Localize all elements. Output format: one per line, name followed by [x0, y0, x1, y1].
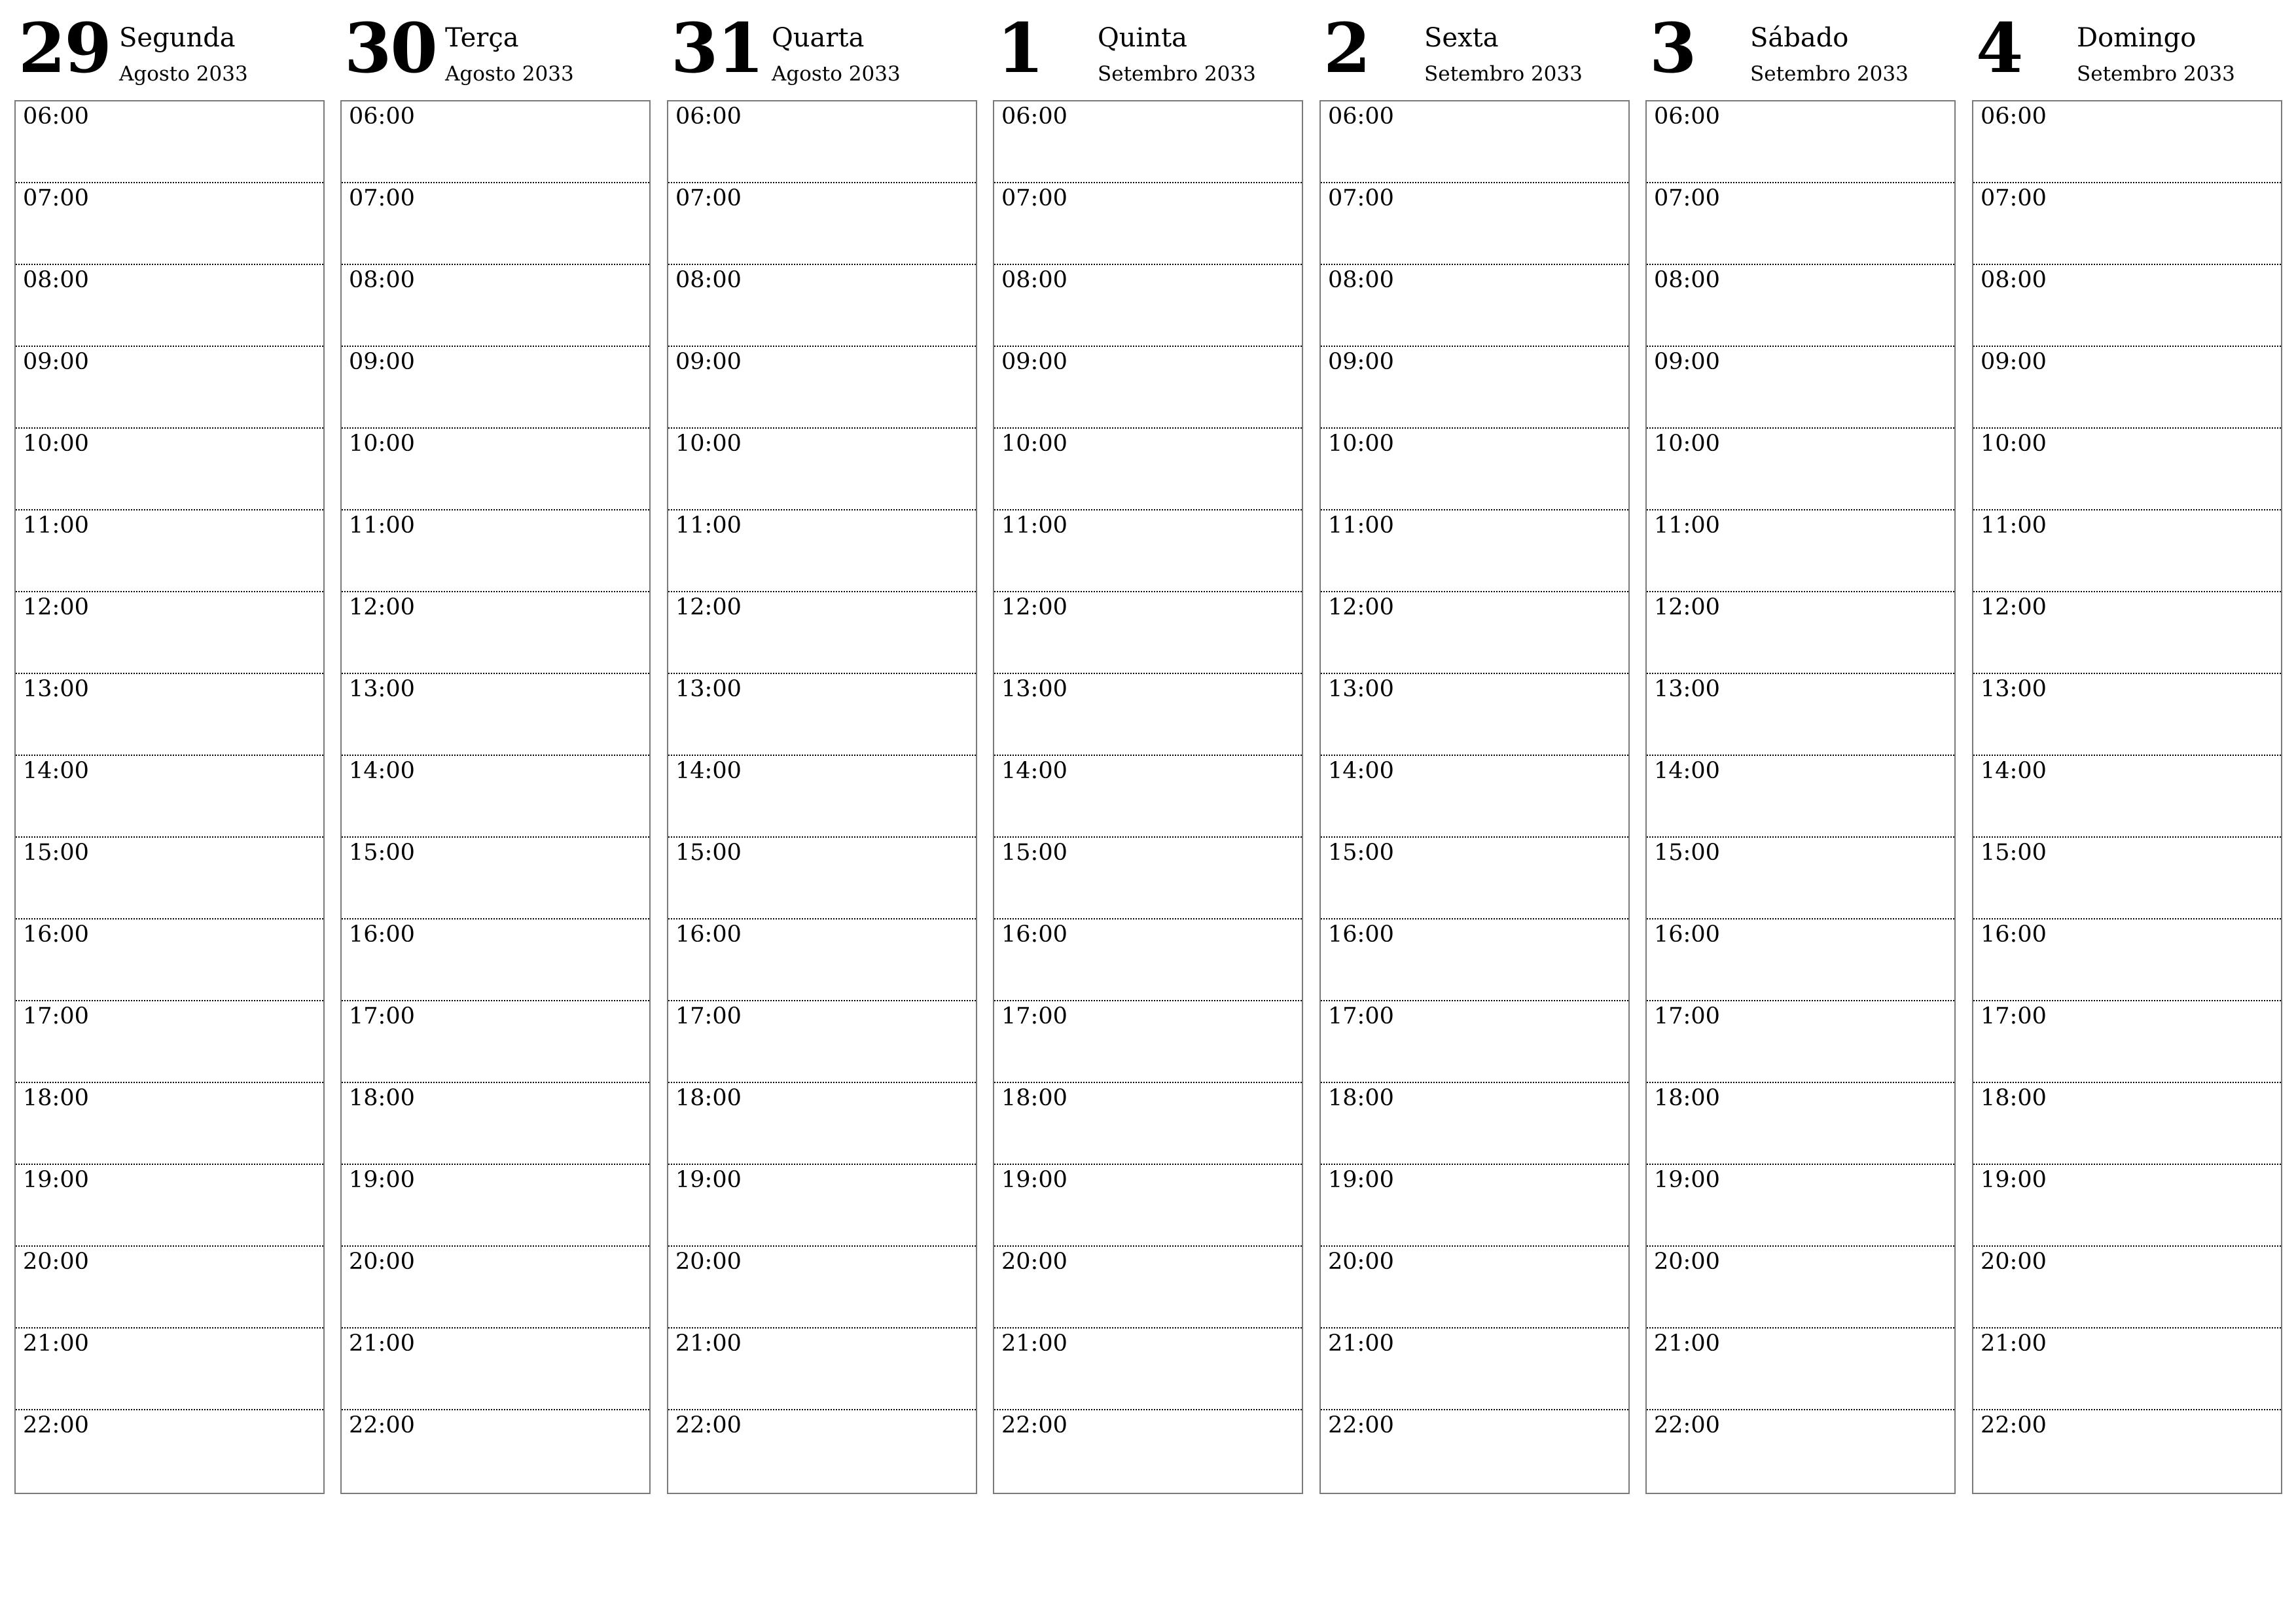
- hour-label: 21:00: [1328, 1330, 1394, 1357]
- hour-label: 13:00: [23, 676, 89, 702]
- hour-slot[interactable]: [994, 347, 1302, 429]
- hour-label: 11:00: [1981, 512, 2047, 539]
- hour-label: 08:00: [1654, 267, 1720, 293]
- hour-label: 17:00: [675, 1003, 742, 1029]
- hour-slot[interactable]: [1647, 101, 1954, 183]
- hour-slot[interactable]: [1973, 1083, 2281, 1165]
- hour-slot[interactable]: [1647, 919, 1954, 1001]
- hour-slot[interactable]: [668, 1083, 976, 1165]
- hour-label: 11:00: [1328, 512, 1394, 539]
- hour-label: 20:00: [1328, 1249, 1394, 1275]
- month-year-label: Agosto 2033: [772, 62, 901, 86]
- hour-slot[interactable]: [1647, 592, 1954, 674]
- hour-slot[interactable]: [16, 1410, 323, 1492]
- month-year-label: Setembro 2033: [2077, 62, 2235, 86]
- hour-label: 19:00: [23, 1167, 89, 1193]
- hour-label: 07:00: [349, 185, 415, 211]
- hour-label: 08:00: [23, 267, 89, 293]
- hour-label: 22:00: [1001, 1412, 1067, 1438]
- hour-slot[interactable]: [1647, 838, 1954, 919]
- hour-label: 10:00: [1981, 431, 2047, 457]
- hour-label: 06:00: [23, 103, 89, 130]
- hour-label: 13:00: [349, 676, 415, 702]
- hour-slot[interactable]: [1973, 756, 2281, 838]
- hour-slot[interactable]: [1647, 1329, 1954, 1410]
- hour-slot[interactable]: [668, 756, 976, 838]
- hour-slot[interactable]: [16, 756, 323, 838]
- day-column: [1645, 0, 1958, 1438]
- hour-label: 06:00: [1001, 103, 1067, 130]
- hour-slot[interactable]: [16, 183, 323, 265]
- hour-label: 09:00: [349, 349, 415, 375]
- hour-slot[interactable]: [16, 1165, 323, 1247]
- hour-label: 16:00: [675, 921, 742, 948]
- hour-label: 09:00: [1328, 349, 1394, 375]
- day-schedule-box: [14, 100, 325, 1494]
- hour-label: 12:00: [349, 594, 415, 620]
- day-number: 3: [1649, 8, 1696, 88]
- day-schedule-box: [1972, 100, 2282, 1494]
- hour-slot[interactable]: [342, 347, 649, 429]
- hour-slot[interactable]: [342, 1001, 649, 1083]
- hour-label: 11:00: [349, 512, 415, 539]
- hour-slot[interactable]: [1973, 919, 2281, 1001]
- hour-label: 20:00: [1001, 1249, 1067, 1275]
- hour-label: 20:00: [23, 1249, 89, 1275]
- hour-label: 11:00: [23, 512, 89, 539]
- weekday-label: Segunda: [119, 23, 236, 53]
- hour-label: 10:00: [1328, 431, 1394, 457]
- hour-slot[interactable]: [994, 1165, 1302, 1247]
- hour-label: 07:00: [675, 185, 742, 211]
- day-header: [1972, 0, 2285, 98]
- day-header: [667, 0, 980, 98]
- hour-label: 14:00: [349, 758, 415, 784]
- day-column: [1972, 0, 2285, 1438]
- hour-slot[interactable]: [1973, 101, 2281, 183]
- hour-label: 15:00: [349, 840, 415, 866]
- hour-slot[interactable]: [994, 183, 1302, 265]
- hour-slot[interactable]: [994, 674, 1302, 756]
- hour-label: 07:00: [1981, 185, 2047, 211]
- hour-label: 16:00: [23, 921, 89, 948]
- hour-slot[interactable]: [668, 101, 976, 183]
- day-number: 2: [1323, 8, 1370, 88]
- hour-label: 18:00: [1654, 1085, 1720, 1111]
- hour-slot[interactable]: [994, 919, 1302, 1001]
- weekday-label: Domingo: [2077, 23, 2197, 53]
- hour-slot[interactable]: [1973, 1329, 2281, 1410]
- hour-label: 13:00: [675, 676, 742, 702]
- hour-slot[interactable]: [1647, 347, 1954, 429]
- hour-label: 09:00: [675, 349, 742, 375]
- hour-label: 20:00: [1654, 1249, 1720, 1275]
- hour-slot[interactable]: [16, 429, 323, 510]
- hour-label: 19:00: [1001, 1167, 1067, 1193]
- hour-slot[interactable]: [1973, 838, 2281, 919]
- hour-label: 15:00: [1328, 840, 1394, 866]
- hour-slot[interactable]: [342, 183, 649, 265]
- hour-slot[interactable]: [994, 1001, 1302, 1083]
- hour-slot[interactable]: [1321, 101, 1628, 183]
- hour-slot[interactable]: [994, 1329, 1302, 1410]
- hour-label: 09:00: [1981, 349, 2047, 375]
- hour-label: 12:00: [1981, 594, 2047, 620]
- hour-slot[interactable]: [342, 838, 649, 919]
- hour-label: 21:00: [23, 1330, 89, 1357]
- hour-label: 08:00: [1981, 267, 2047, 293]
- hour-label: 20:00: [1981, 1249, 2047, 1275]
- hour-slot[interactable]: [342, 756, 649, 838]
- hour-slot[interactable]: [1647, 265, 1954, 347]
- hour-label: 14:00: [675, 758, 742, 784]
- day-header: [1319, 0, 1632, 98]
- hour-label: 18:00: [349, 1085, 415, 1111]
- hour-label: 10:00: [349, 431, 415, 457]
- weekday-label: Terça: [445, 23, 519, 53]
- day-schedule-box: [1319, 100, 1630, 1494]
- hour-slot[interactable]: [1321, 756, 1628, 838]
- month-year-label: Agosto 2033: [445, 62, 574, 86]
- hour-slot[interactable]: [994, 429, 1302, 510]
- hour-label: 16:00: [1981, 921, 2047, 948]
- hour-slot[interactable]: [16, 674, 323, 756]
- hour-label: 17:00: [1001, 1003, 1067, 1029]
- hour-label: 10:00: [1001, 431, 1067, 457]
- hour-label: 17:00: [349, 1003, 415, 1029]
- hour-slot[interactable]: [1647, 674, 1954, 756]
- hour-slot[interactable]: [1321, 592, 1628, 674]
- hour-slot[interactable]: [1647, 1083, 1954, 1165]
- hour-label: 14:00: [1001, 758, 1067, 784]
- hour-label: 19:00: [675, 1167, 742, 1193]
- hour-slot[interactable]: [1973, 429, 2281, 510]
- hour-slot[interactable]: [668, 1165, 976, 1247]
- hour-slot[interactable]: [1973, 674, 2281, 756]
- hour-label: 15:00: [675, 840, 742, 866]
- hour-slot[interactable]: [994, 1247, 1302, 1329]
- hour-slot[interactable]: [1321, 838, 1628, 919]
- hour-label: 08:00: [1328, 267, 1394, 293]
- hour-slot[interactable]: [342, 674, 649, 756]
- hour-slot[interactable]: [1321, 1083, 1628, 1165]
- hour-slot[interactable]: [668, 1247, 976, 1329]
- hour-label: 22:00: [23, 1412, 89, 1438]
- hour-slot[interactable]: [994, 510, 1302, 592]
- weekday-label: Sábado: [1750, 23, 1849, 53]
- hour-slot[interactable]: [668, 265, 976, 347]
- hour-label: 07:00: [1328, 185, 1394, 211]
- hour-label: 20:00: [349, 1249, 415, 1275]
- hour-label: 21:00: [1001, 1330, 1067, 1357]
- hour-label: 09:00: [1001, 349, 1067, 375]
- hour-slot[interactable]: [16, 1329, 323, 1410]
- hour-label: 14:00: [1654, 758, 1720, 784]
- hour-slot[interactable]: [1973, 347, 2281, 429]
- hour-label: 18:00: [1981, 1085, 2047, 1111]
- hour-label: 21:00: [675, 1330, 742, 1357]
- hour-label: 06:00: [1328, 103, 1394, 130]
- hour-slot[interactable]: [668, 347, 976, 429]
- hour-slot[interactable]: [16, 510, 323, 592]
- hour-label: 16:00: [349, 921, 415, 948]
- hour-label: 15:00: [1981, 840, 2047, 866]
- hour-slot[interactable]: [342, 1165, 649, 1247]
- month-year-label: Setembro 2033: [1424, 62, 1583, 86]
- hour-label: 18:00: [1001, 1085, 1067, 1111]
- hour-slot[interactable]: [16, 838, 323, 919]
- hour-label: 14:00: [1328, 758, 1394, 784]
- hour-slot[interactable]: [668, 919, 976, 1001]
- hour-label: 22:00: [349, 1412, 415, 1438]
- hour-label: 07:00: [1654, 185, 1720, 211]
- day-column: [14, 0, 327, 1438]
- hour-label: 22:00: [675, 1412, 742, 1438]
- hour-label: 06:00: [1654, 103, 1720, 130]
- hour-label: 16:00: [1328, 921, 1394, 948]
- hour-label: 22:00: [1981, 1412, 2047, 1438]
- hour-slot[interactable]: [1321, 674, 1628, 756]
- hour-label: 18:00: [23, 1085, 89, 1111]
- hour-label: 15:00: [23, 840, 89, 866]
- hour-slot[interactable]: [16, 1001, 323, 1083]
- hour-label: 19:00: [1654, 1167, 1720, 1193]
- day-header: [14, 0, 327, 98]
- hour-label: 09:00: [1654, 349, 1720, 375]
- hour-slot[interactable]: [1321, 183, 1628, 265]
- hour-label: 22:00: [1654, 1412, 1720, 1438]
- hour-label: 17:00: [1981, 1003, 2047, 1029]
- hour-label: 14:00: [1981, 758, 2047, 784]
- hour-label: 12:00: [1654, 594, 1720, 620]
- hour-slot[interactable]: [342, 1410, 649, 1492]
- hour-label: 07:00: [23, 185, 89, 211]
- hour-label: 11:00: [1654, 512, 1720, 539]
- hour-slot[interactable]: [16, 1247, 323, 1329]
- hour-label: 13:00: [1328, 676, 1394, 702]
- hour-label: 21:00: [349, 1330, 415, 1357]
- hour-slot[interactable]: [1973, 1410, 2281, 1492]
- hour-label: 12:00: [1001, 594, 1067, 620]
- hour-slot[interactable]: [1321, 1165, 1628, 1247]
- hour-slot[interactable]: [16, 265, 323, 347]
- month-year-label: Agosto 2033: [119, 62, 248, 86]
- weekday-label: Quinta: [1098, 23, 1188, 53]
- hour-slot[interactable]: [342, 101, 649, 183]
- hour-label: 07:00: [1001, 185, 1067, 211]
- day-header: [993, 0, 1306, 98]
- hour-slot[interactable]: [342, 1329, 649, 1410]
- hour-slot[interactable]: [1647, 1247, 1954, 1329]
- weekday-label: Sexta: [1424, 23, 1499, 53]
- hour-slot[interactable]: [994, 265, 1302, 347]
- month-year-label: Setembro 2033: [1750, 62, 1909, 86]
- day-header: [340, 0, 653, 98]
- hour-label: 17:00: [23, 1003, 89, 1029]
- hour-slot[interactable]: [1973, 1247, 2281, 1329]
- day-column: [340, 0, 653, 1438]
- hour-label: 06:00: [349, 103, 415, 130]
- hour-slot[interactable]: [668, 592, 976, 674]
- hour-label: 19:00: [349, 1167, 415, 1193]
- hour-label: 13:00: [1654, 676, 1720, 702]
- hour-slot[interactable]: [342, 592, 649, 674]
- hour-label: 10:00: [23, 431, 89, 457]
- hour-slot[interactable]: [1321, 1410, 1628, 1492]
- hour-slot[interactable]: [1973, 183, 2281, 265]
- hour-label: 09:00: [23, 349, 89, 375]
- hour-slot[interactable]: [342, 919, 649, 1001]
- hour-slot[interactable]: [1973, 1001, 2281, 1083]
- hour-label: 06:00: [675, 103, 742, 130]
- day-schedule-box: [667, 100, 977, 1494]
- hour-label: 11:00: [1001, 512, 1067, 539]
- day-number: 1: [997, 8, 1043, 88]
- hour-label: 12:00: [675, 594, 742, 620]
- hour-label: 08:00: [1001, 267, 1067, 293]
- hour-slot[interactable]: [1647, 183, 1954, 265]
- day-header: [1645, 0, 1958, 98]
- hour-slot[interactable]: [1321, 429, 1628, 510]
- hour-slot[interactable]: [1321, 347, 1628, 429]
- hour-slot[interactable]: [1321, 1247, 1628, 1329]
- hour-slot[interactable]: [16, 101, 323, 183]
- hour-slot[interactable]: [342, 429, 649, 510]
- hour-slot[interactable]: [668, 1329, 976, 1410]
- hour-label: 10:00: [1654, 431, 1720, 457]
- hour-label: 14:00: [23, 758, 89, 784]
- day-column: [667, 0, 980, 1438]
- hour-label: 12:00: [23, 594, 89, 620]
- hour-slot[interactable]: [668, 183, 976, 265]
- hour-label: 16:00: [1654, 921, 1720, 948]
- day-schedule-box: [993, 100, 1303, 1494]
- hour-label: 11:00: [675, 512, 742, 539]
- hour-label: 06:00: [1981, 103, 2047, 130]
- hour-slot[interactable]: [668, 674, 976, 756]
- hour-slot[interactable]: [1973, 265, 2281, 347]
- hour-slot[interactable]: [994, 838, 1302, 919]
- hour-label: 08:00: [349, 267, 415, 293]
- hour-slot[interactable]: [994, 756, 1302, 838]
- day-number: 29: [18, 8, 111, 88]
- day-number: 31: [671, 8, 763, 88]
- hour-slot[interactable]: [342, 265, 649, 347]
- hour-slot[interactable]: [342, 1083, 649, 1165]
- hour-slot[interactable]: [1321, 510, 1628, 592]
- hour-label: 16:00: [1001, 921, 1067, 948]
- hour-slot[interactable]: [16, 347, 323, 429]
- hour-label: 15:00: [1654, 840, 1720, 866]
- hour-label: 18:00: [675, 1085, 742, 1111]
- hour-slot[interactable]: [1647, 1001, 1954, 1083]
- hour-slot[interactable]: [668, 838, 976, 919]
- hour-label: 18:00: [1328, 1085, 1394, 1111]
- hour-label: 19:00: [1981, 1167, 2047, 1193]
- day-schedule-box: [340, 100, 651, 1494]
- hour-label: 12:00: [1328, 594, 1394, 620]
- hour-label: 21:00: [1981, 1330, 2047, 1357]
- hour-slot[interactable]: [16, 592, 323, 674]
- hour-label: 19:00: [1328, 1167, 1394, 1193]
- hour-slot[interactable]: [668, 1410, 976, 1492]
- hour-slot[interactable]: [1321, 919, 1628, 1001]
- hour-slot[interactable]: [1647, 1410, 1954, 1492]
- hour-slot[interactable]: [1973, 592, 2281, 674]
- hour-slot[interactable]: [1647, 510, 1954, 592]
- hour-slot[interactable]: [1321, 1329, 1628, 1410]
- hour-slot[interactable]: [994, 101, 1302, 183]
- day-column: [1319, 0, 1632, 1438]
- hour-slot[interactable]: [668, 429, 976, 510]
- hour-label: 22:00: [1328, 1412, 1394, 1438]
- hour-slot[interactable]: [1321, 265, 1628, 347]
- hour-slot[interactable]: [994, 592, 1302, 674]
- hour-slot[interactable]: [994, 1083, 1302, 1165]
- hour-slot[interactable]: [342, 1247, 649, 1329]
- day-number: 30: [344, 8, 437, 88]
- hour-label: 08:00: [675, 267, 742, 293]
- day-column: [993, 0, 1306, 1438]
- hour-label: 15:00: [1001, 840, 1067, 866]
- hour-slot[interactable]: [1973, 1165, 2281, 1247]
- hour-slot[interactable]: [16, 1083, 323, 1165]
- hour-label: 17:00: [1328, 1003, 1394, 1029]
- hour-slot[interactable]: [1973, 510, 2281, 592]
- hour-slot[interactable]: [1321, 1001, 1628, 1083]
- hour-slot[interactable]: [1647, 756, 1954, 838]
- hour-slot[interactable]: [994, 1410, 1302, 1492]
- hour-label: 20:00: [675, 1249, 742, 1275]
- day-schedule-box: [1645, 100, 1956, 1494]
- hour-label: 13:00: [1981, 676, 2047, 702]
- day-number: 4: [1976, 8, 2022, 88]
- hour-slot[interactable]: [1647, 1165, 1954, 1247]
- hour-slot[interactable]: [668, 510, 976, 592]
- month-year-label: Setembro 2033: [1098, 62, 1256, 86]
- hour-label: 13:00: [1001, 676, 1067, 702]
- hour-label: 17:00: [1654, 1003, 1720, 1029]
- hour-label: 10:00: [675, 431, 742, 457]
- hour-label: 21:00: [1654, 1330, 1720, 1357]
- hour-slot[interactable]: [342, 510, 649, 592]
- hour-slot[interactable]: [1647, 429, 1954, 510]
- hour-slot[interactable]: [668, 1001, 976, 1083]
- hour-slot[interactable]: [16, 919, 323, 1001]
- weekday-label: Quarta: [772, 23, 865, 53]
